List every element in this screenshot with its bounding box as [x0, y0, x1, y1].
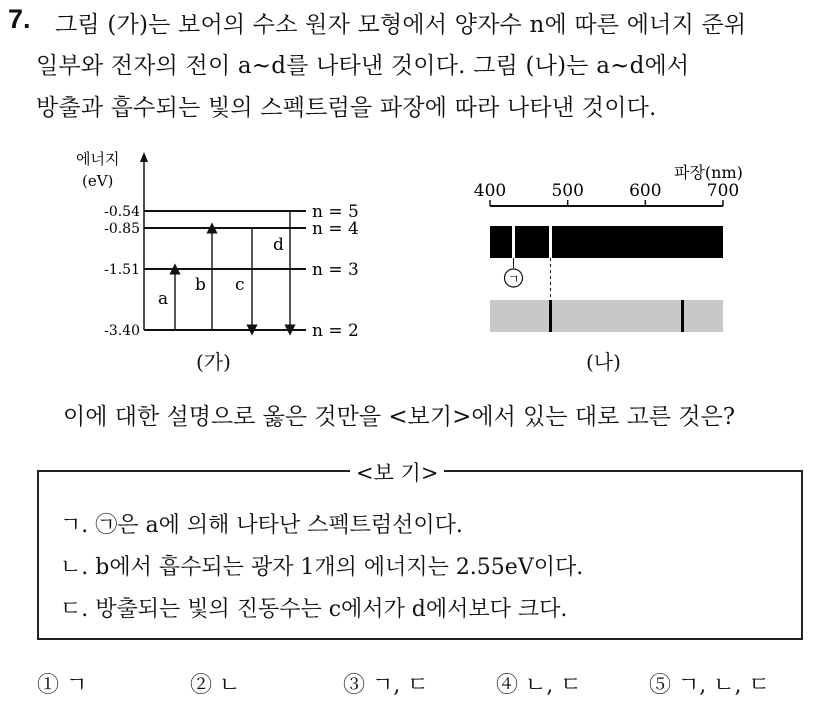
quantum-number-label-n3: n = 3 — [312, 260, 359, 280]
figure-ga-caption: (가) — [196, 350, 231, 374]
choice-2[interactable]: ② ㄴ — [190, 673, 241, 698]
choice-5[interactable]: ⑤ ㄱ, ㄴ, ㄷ — [649, 673, 770, 698]
choice-1[interactable]: ① ㄱ — [37, 673, 88, 698]
bogi-header: <보 기> — [350, 457, 444, 487]
question-prompt: 이에 대한 설명으로 옳은 것만을 <보기>에서 있는 대로 고른 것은? — [63, 404, 736, 430]
energy-value-n3: -1.51 — [104, 262, 140, 278]
quantum-number-label-n4: n = 4 — [312, 219, 359, 239]
transition-label-c: c — [235, 275, 245, 295]
energy-value-n4: -0.85 — [104, 221, 140, 237]
absorption-line-2 — [681, 300, 684, 332]
wavelength-tick-label-500: 500 — [551, 181, 584, 201]
energy-axis-arrowhead — [140, 152, 148, 162]
transition-label-b: b — [195, 275, 206, 295]
absorption-line-1 — [549, 300, 552, 332]
bogi-item-digeut: ㄷ. 방출되는 빛의 진동수는 c에서가 d에서보다 크다. — [60, 597, 568, 622]
energy-level-diagram — [60, 148, 390, 378]
wavelength-axis-title: 파장(nm) — [674, 163, 743, 182]
wavelength-tick-label-700: 700 — [706, 181, 740, 201]
bogi-item-giyeok: ㄱ. ㉠은 a에 의해 나타난 스펙트럼선이다. — [60, 513, 463, 538]
quantum-number-label-n2: n = 2 — [312, 321, 359, 341]
wavelength-tick-label-400: 400 — [473, 181, 507, 201]
energy-axis-label: 에너지 — [76, 150, 120, 168]
spectrum-diagram — [470, 160, 800, 345]
question-stem-line-2: 일부와 전자의 전이 a~d를 나타낸 것이다. 그림 (나)는 a~d에서 — [36, 53, 690, 79]
question-stem-line-3: 방출과 흡수되는 빛의 스펙트럼을 파장에 따라 나타낸 것이다. — [36, 95, 657, 121]
energy-value-n5: -0.54 — [104, 204, 140, 220]
emission-line-2 — [549, 226, 552, 258]
figure-na-caption: (나) — [586, 350, 621, 374]
wavelength-tick-label-600: 600 — [629, 181, 662, 201]
transition-label-a: a — [158, 289, 169, 309]
emission-line-1 — [512, 226, 515, 258]
transition-label-d: d — [273, 235, 284, 255]
energy-value-n2: -3.40 — [104, 323, 140, 339]
marker-label: ㄱ — [508, 272, 520, 286]
bogi-item-nieun: ㄴ. b에서 흡수되는 광자 1개의 에너지는 2.55eV이다. — [60, 555, 584, 580]
choice-3[interactable]: ③ ㄱ, ㄷ — [343, 673, 429, 698]
choice-4[interactable]: ④ ㄴ, ㄷ — [496, 673, 582, 698]
energy-axis-unit: (eV) — [82, 172, 114, 190]
quantum-number-label-n5: n = 5 — [312, 202, 359, 222]
question-stem-line-1: 그림 (가)는 보어의 수소 원자 모형에서 양자수 n에 따른 에너지 준위 — [55, 12, 747, 38]
question-number: 7. — [8, 4, 31, 34]
absorption-spectrum-band — [490, 300, 723, 332]
emission-spectrum-band — [490, 226, 723, 258]
